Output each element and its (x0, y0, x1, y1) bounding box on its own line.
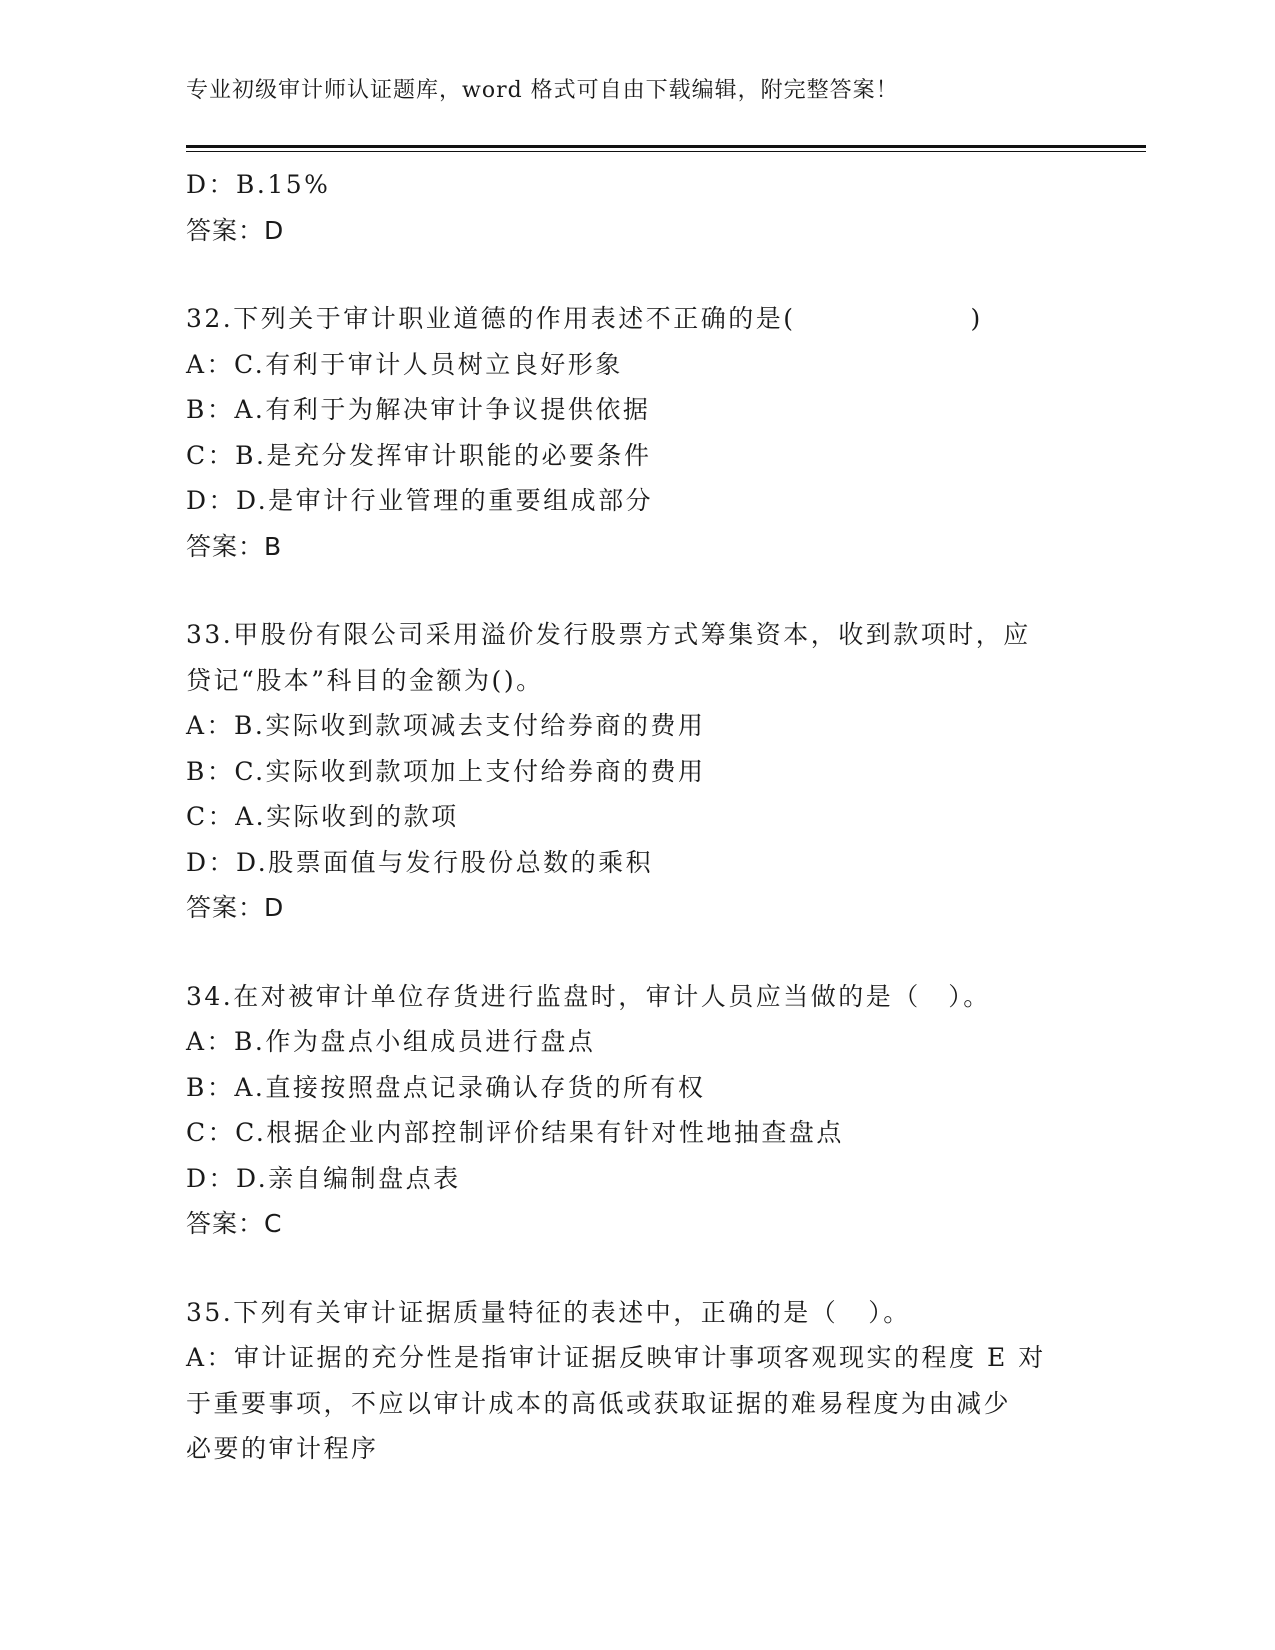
question-32-stem (186, 296, 1066, 342)
option-c: C：B.是充分发挥审计职能的必要条件 (186, 440, 652, 470)
option-d: D：B.15% (186, 170, 331, 199)
answer-33: 答案：D (186, 893, 285, 922)
question-33 (186, 612, 1066, 931)
answer-34: 答案：C (186, 1209, 283, 1238)
option-b: B：A.有利于为解决审计争议提供依据 (186, 395, 651, 424)
option-d: D：D.是审计行业管理的重要组成部分 (186, 486, 654, 515)
question-33-stem-line1: 33.甲股份有限公司采用溢价发行股票方式筹集资本，收到款项时，应 (186, 620, 1031, 649)
option-a-line1: A：审计证据的充分性是指审计证据反映审计事项客观现实的程度 E 对 (186, 1343, 1046, 1372)
question-35-stem (186, 1290, 1066, 1336)
option-b: B：C.实际收到款项加上支付给券商的费用 (186, 756, 706, 786)
stem-end: ) (970, 304, 983, 333)
option-a-line3: 必要的审计程序 (186, 1434, 379, 1463)
answer-32: 答案：B (186, 531, 283, 561)
header-rule-thick (186, 145, 1146, 148)
option-c: C：A.实际收到的款项 (186, 802, 459, 831)
option-d: D：D.亲自编制盘点表 (186, 1163, 461, 1193)
question-35 (186, 1290, 1066, 1472)
question-34-stem: 34.在对被审计单位存货进行监盘时，审计人员应当做的是（ ）。 (186, 981, 991, 1011)
option-a: A：B.作为盘点小组成员进行盘点 (186, 1027, 596, 1056)
question-33-stem-line2: 贷记“股本”科目的金额为()。 (186, 665, 544, 695)
page-header: 专业初级审计师认证题库，word 格式可自由下载编辑，附完整答案！ (186, 78, 899, 103)
stem-start: 32.下列关于审计职业道德的作用表述不正确的是( (186, 304, 796, 333)
option-a-line2: 于重要事项，不应以审计成本的高低或获取证据的难易程度为由减少 (186, 1388, 1012, 1418)
option-b: B：A.直接按照盘点记录确认存货的所有权 (186, 1072, 706, 1102)
stem-end: ）。 (868, 1297, 911, 1327)
header-rule-thin (186, 151, 1146, 152)
option-c: C：C.根据企业内部控制评价结果有针对性地抽查盘点 (186, 1118, 844, 1147)
stem-start: 35.下列有关审计证据质量特征的表述中，正确的是（ (186, 1297, 839, 1327)
question-content (186, 162, 1066, 1472)
option-a: A：C.有利于审计人员树立良好形象 (186, 349, 623, 379)
answer-31: 答案：D (186, 215, 285, 245)
question-31-tail (186, 162, 1066, 253)
question-34 (186, 974, 1066, 1247)
option-d: D：D.股票面值与发行股份总数的乘积 (186, 847, 654, 877)
question-32 (186, 296, 1066, 569)
option-a: A：B.实际收到款项减去支付给券商的费用 (186, 711, 706, 740)
